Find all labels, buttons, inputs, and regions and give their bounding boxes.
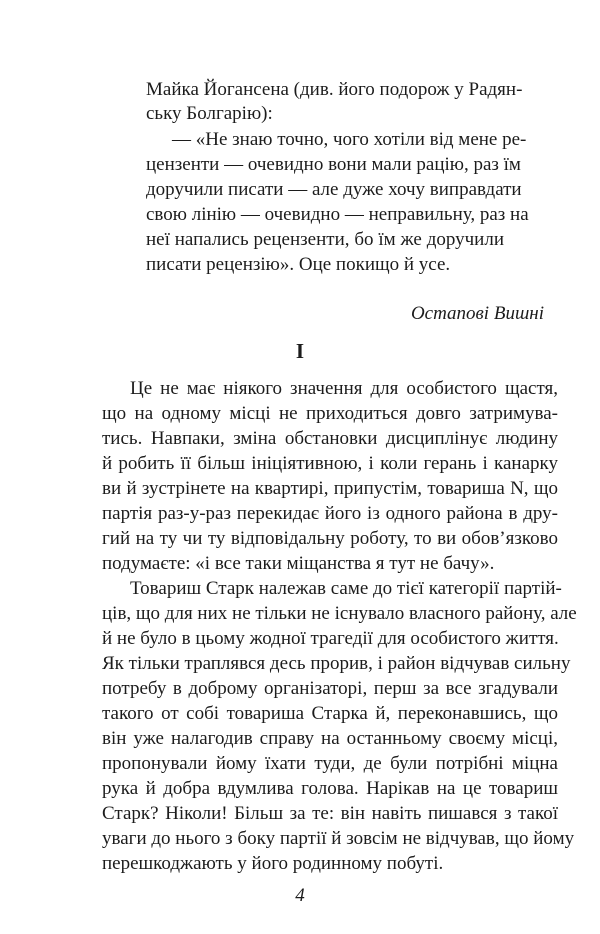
text-line: й не було в цьому жодної трагедії для особистого життя. bbox=[102, 628, 559, 649]
text-line: тись. Навпаки, зміна обстановки дисциплінує людину bbox=[102, 428, 558, 449]
quote-line: цензенти — очевидно вони мали рацію, раз їм bbox=[146, 154, 521, 175]
dedication: Остапові Вишні bbox=[410, 303, 544, 324]
text-line: він уже налагодив справу на останньому своєму місці, bbox=[102, 728, 558, 749]
text-line: рука й добра вдумлива голова. Нарікав на це товариш bbox=[102, 778, 558, 799]
quote-line: ську Болгарію): bbox=[146, 103, 273, 124]
text-line: такого от собі товариша Старка й, переконавшись, що bbox=[102, 703, 558, 724]
text-line: подумаєте: «і все таки міщанства я тут не бачу». bbox=[102, 553, 495, 574]
text-line: що на одному місці не приходиться довго затримува- bbox=[102, 403, 558, 424]
quote-line: доручили писати — але дуже хочу виправдати bbox=[146, 179, 522, 200]
quote-line: неї напались рецензенти, бо їм же доручили bbox=[146, 229, 504, 250]
text-line: потребу в доброму організаторі, перш за все згадували bbox=[102, 678, 558, 699]
text-line: партія раз-у-раз перекидає його із одного района в дру- bbox=[102, 503, 558, 524]
text-line: гий на ту чи ту відповідальну роботу, то ви обов’язково bbox=[102, 528, 558, 549]
text-line: Як тільки траплявся десь прорив, і район відчував сильну bbox=[102, 653, 571, 674]
chapter-heading: I bbox=[295, 339, 305, 363]
text-line: Це не має ніякого значення для особистого щастя, bbox=[130, 378, 558, 399]
quote-line: свою лінію — очевидно — неправильну, раз на bbox=[146, 204, 529, 225]
page-number: 4 bbox=[295, 885, 305, 906]
text-line: пропонували йому їхати туди, де були потрібні міцна bbox=[102, 753, 558, 774]
quote-line: — «Не знаю точно, чого хотіли від мене ре- bbox=[172, 129, 527, 150]
text-line: перешкоджають у його родинному побуті. bbox=[102, 853, 444, 874]
text-line: ви й зустрінете на квартирі, припустім, товариша N, що bbox=[102, 478, 558, 499]
quote-line: писати рецензію». Оце покищо й усе. bbox=[146, 254, 451, 275]
text-line: й робить її більш ініціятивною, і коли герань і канарку bbox=[102, 453, 558, 474]
quote-line: Майка Йогансена (див. його подорож у Радян- bbox=[146, 79, 523, 100]
text-line: Товариш Старк належав саме до тієї категорії партій- bbox=[130, 578, 562, 599]
text-line: ців, що для них не тільки не існувало власного району, але bbox=[102, 603, 577, 624]
text-line: уваги до нього з боку партії й зовсім не відчував, що йому bbox=[102, 828, 575, 849]
text-line: Старк? Ніколи! Більш за те: він навіть пишався з такої bbox=[102, 803, 558, 824]
